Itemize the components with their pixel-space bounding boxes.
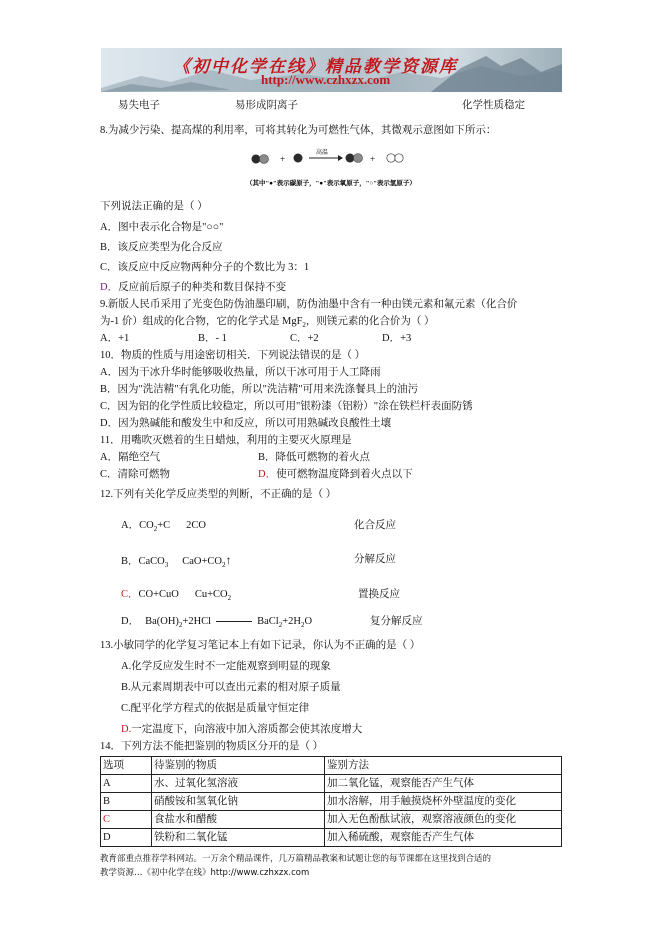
q13-option-a [121, 660, 331, 674]
table-cell: B [101, 793, 152, 811]
top-row-cell-1: 易失电子 [118, 100, 160, 111]
option-label: B． [100, 242, 118, 253]
table-header-cell: 鉴别方法 [325, 757, 562, 775]
q13-option-b [121, 681, 341, 695]
q9-option-a: A．+1 [100, 333, 130, 344]
products: CaO+CO [182, 556, 223, 567]
q9-option-d: D．+3 [382, 333, 412, 344]
q8-option-c [100, 261, 309, 275]
option-label: D． [121, 616, 140, 627]
q10-option-b [100, 383, 418, 397]
subscript: 2 [300, 621, 305, 630]
q11-option-a [100, 451, 160, 465]
q12-type-a: 化合反应 [354, 520, 396, 531]
q11-option-b [258, 451, 370, 465]
option-label: A． [121, 520, 140, 531]
subscript: 3 [164, 561, 169, 570]
q10-option-a [100, 366, 381, 380]
subscript: 2 [153, 525, 158, 534]
q12-option-d [121, 615, 312, 632]
top-row-cell-3: 化学性质稳定 [462, 100, 525, 111]
table-row [101, 829, 562, 847]
banner-url[interactable]: http://www.czhxzx.com [261, 72, 391, 87]
option-label: A． [100, 367, 119, 378]
top-row-cell-2: 易形成阴离子 [235, 100, 298, 111]
table-header-row [101, 757, 562, 775]
subscript: 2 [222, 561, 226, 570]
table-cell: A [101, 775, 152, 793]
hydrogen-atom-icon [395, 154, 403, 162]
banner-title: 《初中化学在线》精品教学资源库 [173, 57, 458, 76]
q12-type-c: 置换反应 [358, 589, 400, 600]
products: 2CO [186, 520, 206, 531]
table-cell: 加水溶解，用手触摸烧杯外壁温度的变化 [325, 793, 562, 811]
option-label: A． [100, 222, 119, 233]
subscript: 2 [227, 594, 232, 603]
table-cell: 水、过氧化氢溶液 [152, 775, 325, 793]
q9-option-b: B．- 1 [198, 333, 227, 344]
reactants: CO+CuO [138, 589, 179, 600]
q12-option-b [121, 553, 232, 572]
oxygen-atom-icon [260, 155, 269, 164]
option-text: 隔绝空气 [118, 452, 161, 463]
carbon-atom-icon [294, 154, 303, 163]
table-cell: 加入稀硫酸，观察能否产生气体 [325, 829, 562, 847]
option-label: B． [258, 452, 276, 463]
q9-line1: 9.新版人民币采用了光变色防伪油墨印刷，防伪油墨中含有一种由镁元素和氟元素（化合价 [100, 299, 518, 310]
option-label: D． [100, 418, 119, 429]
option-label: B. [121, 682, 131, 693]
option-label: D. [121, 724, 132, 735]
products-rest: +2H [282, 616, 301, 627]
q13-option-d [121, 723, 362, 737]
option-text: 配平化学方程式的依据是质量守恒定律 [130, 703, 310, 714]
option-text: 图中表示化合物是"○○" [118, 222, 224, 233]
option-label: A. [121, 661, 132, 672]
reactants: CO [139, 520, 154, 531]
table-cell: 加二氧化锰，观察能否产生气体 [325, 775, 562, 793]
q14-stem: 14．下列方法不能把鉴别的物质区分开的是（ ） [100, 741, 324, 752]
carbon-atom-icon [346, 154, 355, 163]
plus-sign: + [370, 154, 376, 164]
q12-option-c [121, 588, 231, 605]
table-row [101, 775, 562, 793]
table-cell: C [101, 811, 152, 829]
diagram-legend: （其中"●"表示碳原子，"●"表示氧原子，"○"表示氢原子） [246, 180, 416, 187]
option-label: D． [258, 469, 277, 480]
table-row [101, 811, 562, 829]
reaction-condition: 高温 [316, 150, 329, 156]
option-text: 该反应中反应物两种分子的个数比为 3：1 [117, 262, 310, 273]
table-header-cell: 选项 [101, 757, 152, 775]
table-cell: 食盐水和醋酸 [152, 811, 325, 829]
q13-option-c [121, 702, 309, 716]
q11-option-d [258, 468, 413, 482]
hydrogen-atom-icon [387, 154, 395, 162]
carbon-atom-icon [252, 155, 261, 164]
q9-option-c: C．+2 [290, 333, 319, 344]
option-text: 因为铝的化学性质比较稳定，所以可用"银粉漆（铝粉）"涂在铁栏杆表面防锈 [117, 401, 473, 412]
q11-option-c [100, 468, 170, 482]
option-text: 从元素周期表中可以查出元素的相对原子质量 [130, 682, 341, 693]
arrow-head-icon [338, 155, 343, 161]
table-cell: D [101, 829, 152, 847]
q8-option-a [100, 221, 223, 235]
reactants: CaCO [138, 556, 165, 567]
footer-line-2: 教学资源…《初中化学在线》http://www.czhxzx.com [100, 868, 310, 878]
option-text: 该反应类型为化合反应 [117, 242, 223, 253]
table-cell: 铁粉和二氧化锰 [152, 829, 325, 847]
q12-stem: 12.下列有关化学反应类型的判断，不正确的是（ ） [100, 489, 337, 500]
table-row [101, 793, 562, 811]
option-text: 因为熟碱能和酸发生中和反应，所以可用熟碱改良酸性土壤 [118, 418, 392, 429]
q9-line2-tail: ，则镁元素的化合价为（ ） [305, 316, 435, 327]
q12-type-b: 分解反应 [354, 554, 396, 565]
reactants-rest: +C [157, 520, 171, 531]
header-banner [101, 48, 562, 92]
subscript: 2 [302, 321, 306, 330]
table-cell: 硝酸铵和氢氧化钠 [152, 793, 325, 811]
option-text: 反应前后原子的种类和数目保持不变 [118, 282, 287, 293]
reaction-diagram [246, 147, 436, 195]
table-cell: 加入无色酚酞试液，观察溶液颜色的变化 [325, 811, 562, 829]
reactants: Ba(OH) [145, 616, 179, 627]
gas-arrow-icon: ↑ [225, 553, 232, 567]
option-text: 清除可燃物 [117, 469, 171, 480]
option-text: 因为干冰升华时能够吸收热量，所以干冰可用于人工降雨 [118, 367, 381, 378]
footer-line-1: 教育部重点推荐学科网站。一万余个精品课件，几万篇精品教案和试题让您的每节课都在这里找到合适的 [100, 854, 492, 864]
q8-stem: 8.为减少污染、提高煤的利用率，可将其转化为可燃性气体，其微观示意图如下所示： [100, 125, 497, 136]
q8-option-b [100, 241, 223, 255]
q10-option-c [100, 400, 473, 414]
oxygen-atom-icon [354, 154, 363, 163]
option-label: B． [100, 384, 118, 395]
option-label: C． [100, 401, 118, 412]
option-label: C． [121, 589, 139, 600]
option-label: C． [100, 469, 118, 480]
q9-line2 [100, 315, 435, 332]
subscript: 2 [178, 621, 183, 630]
q12-option-a [121, 519, 206, 536]
option-text: 因为"洗洁精"有乳化功能，所以"洗洁精"可用来洗涤餐具上的油污 [117, 384, 419, 395]
option-text: 一定温度下，向溶液中加入溶质都会使其浓度增大 [131, 724, 363, 735]
q10-stem: 10．物质的性质与用途密切相关．下列说法错误的是（ ） [100, 350, 366, 361]
q11-stem: 11．用嘴吹灭燃着的生日蜡烛，利用的主要灭火原理是 [100, 435, 352, 446]
equals-line-icon [216, 621, 252, 622]
table-header-cell: 待鉴别的物质 [152, 757, 325, 775]
q8-option-d [100, 281, 286, 295]
products: BaCl [257, 616, 279, 627]
q8-ask: 下列说法正确的是（ ） [100, 201, 208, 212]
option-label: A． [100, 452, 119, 463]
q9-line2-text: 为-1 价）组成的化合物，它的化学式是 MgF [100, 316, 303, 327]
plus-sign: + [280, 154, 286, 164]
option-label: C． [100, 262, 118, 273]
q12-type-d: 复分解反应 [370, 616, 423, 627]
option-label: B． [121, 556, 139, 567]
option-label: D． [100, 282, 119, 293]
q13-stem: 13.小敏同学的化学复习笔记本上有如下记录，你认为不正确的是（ ） [100, 640, 421, 651]
option-text: 使可燃物温度降到着火点以下 [276, 469, 413, 480]
subscript: 2 [278, 621, 283, 630]
option-text: 化学反应发生时不一定能观察到明显的现象 [131, 661, 331, 672]
reactants-rest: +2HCl [182, 616, 212, 627]
products-end: O [304, 616, 313, 627]
q14-table [100, 756, 562, 847]
option-label: C. [121, 703, 131, 714]
products: Cu+CO [194, 589, 228, 600]
option-text: 降低可燃物的着火点 [275, 452, 371, 463]
q10-option-d [100, 417, 391, 431]
